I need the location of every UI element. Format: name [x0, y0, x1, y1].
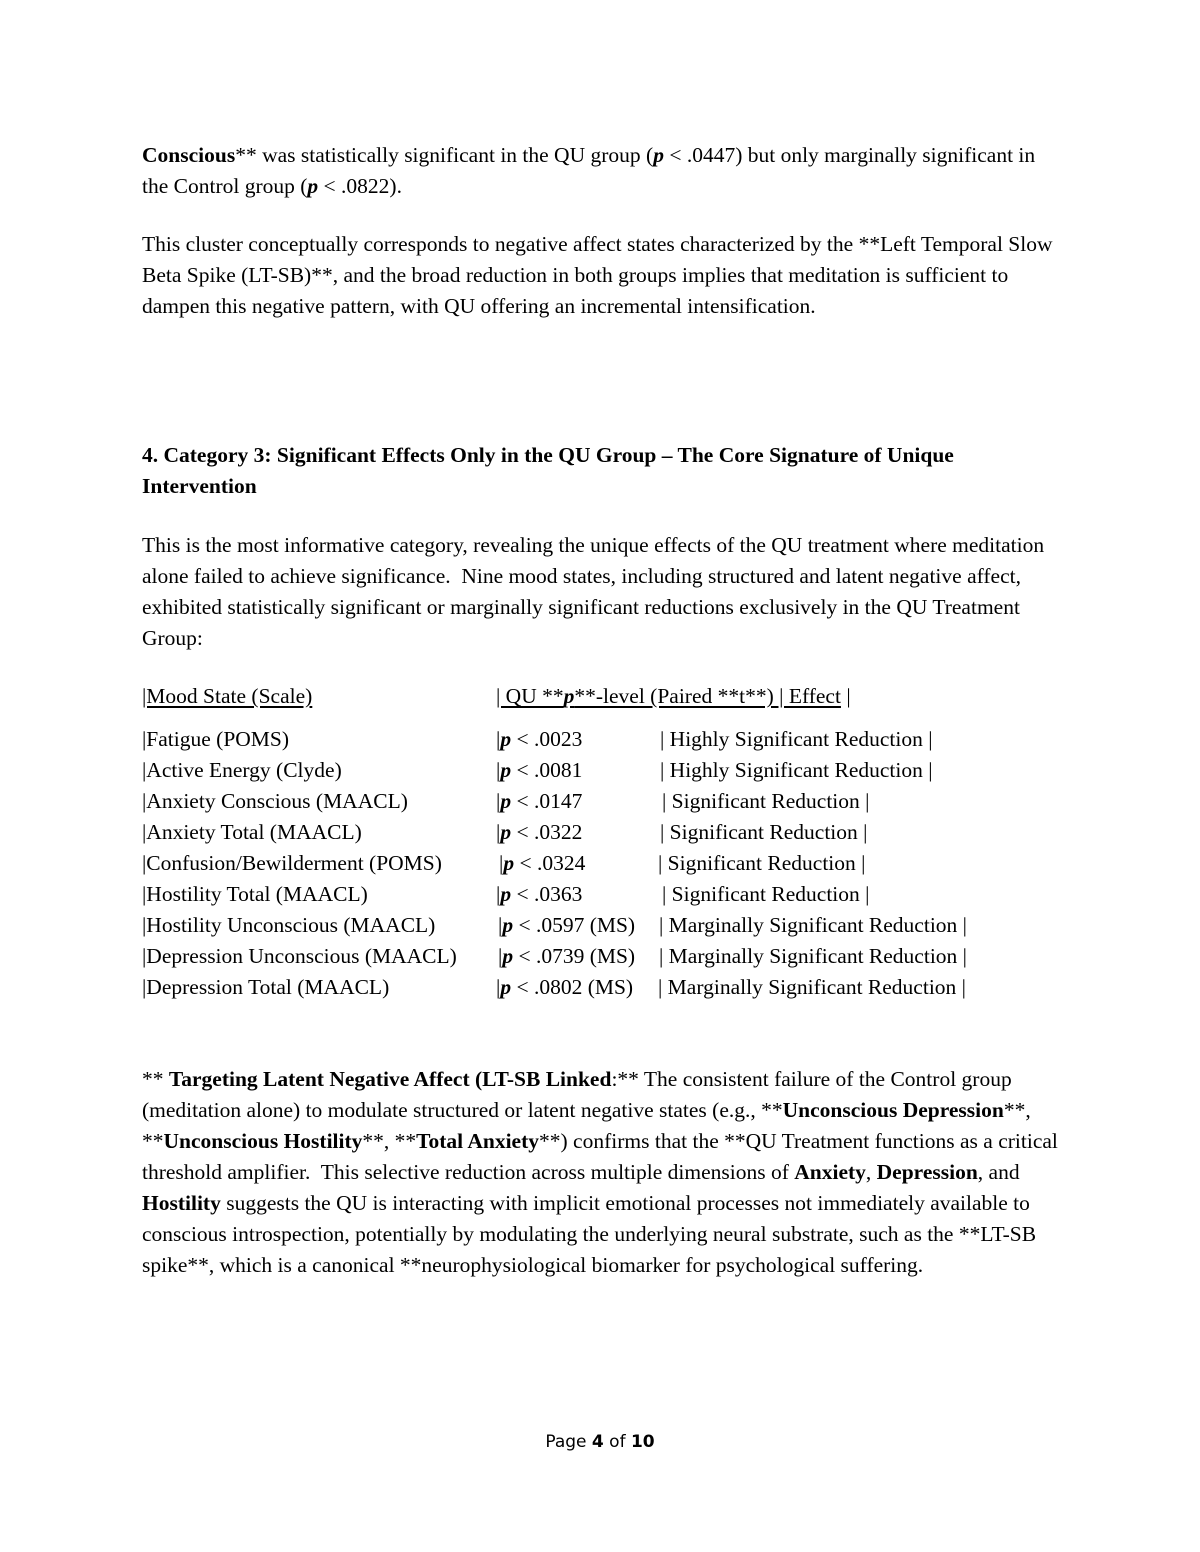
table-row — [142, 817, 1062, 848]
table-row — [142, 879, 1062, 910]
bold-term: Targeting Latent Negative Affect (LT-SB Linked — [168, 1067, 612, 1091]
effect: | Marginally Significant Reduction | — [659, 944, 967, 968]
effect: | Highly Significant Reduction | — [660, 758, 933, 782]
mood-state: |Depression Total (MAACL) — [142, 975, 390, 999]
table-row — [142, 848, 1062, 879]
total-pages: 10 — [630, 1432, 655, 1452]
p-level: |p < .0322 — [496, 820, 583, 844]
paragraph-latent-negative-affect: ** Targeting Latent Negative Affect (LT-SB Linked:** The consistent failure of the Control group (meditation alone) to modulate structured or latent negative states (e.g., **Unconscious Depression**, **Unconscious Hostility**, **Total Anxiety**) confirms that the **QU Treatment functions as a critical threshold amplifier. This selective reduction across multiple dimensions of Anxiety, Depression, and Hostility suggests the QU is interacting with implicit emotional processes not immediately available to conscious introspection, potentially by modulating the underlying neural substrate, such as the **LT-SB spike**, which is a canonical **neurophysiological biomarker for psychological suffering. — [142, 1067, 1058, 1277]
paragraph-category-intro: This is the most informative category, revealing the unique effects of the QU treatment where meditation alone failed to achieve significance. Nine mood states, including structured and latent negative affect, exhibited statistically significant or marginally significant reductions exclusively in the QU Treatment Group: — [142, 533, 1045, 650]
mood-state: |Anxiety Conscious (MAACL) — [142, 789, 408, 813]
paragraph-cluster-ltsb: This cluster conceptually corresponds to negative affect states characterized by the **Left Temporal Slow Beta Spike (LT-SB)**, and the broad reduction in both groups implies that meditation is sufficient to dampen this negative pattern, with QU offering an incremental intensification. — [142, 232, 1053, 318]
paragraph-conscious-significance: Conscious** was statistically significant in the QU group (p < .0447) but only marginally significant in the Control group (p < .0822). — [142, 143, 1036, 198]
table-row — [142, 972, 1062, 1003]
mood-state: |Hostility Unconscious (MAACL) — [142, 913, 436, 937]
bold-term: Anxiety — [794, 1160, 866, 1184]
section-heading: 4. Category 3: Significant Effects Only in the QU Group – The Core Signature of Unique Intervention — [142, 443, 954, 498]
mood-state: |Confusion/Bewilderment (POMS) — [142, 851, 442, 875]
p-level: |p < .0597 (MS) — [498, 913, 636, 937]
p-level: |p < .0147 — [496, 789, 583, 813]
mood-state: |Fatigue (POMS) — [142, 727, 290, 751]
table-row — [142, 941, 1062, 972]
bold-term: Hostility — [142, 1191, 221, 1215]
table-row — [142, 755, 1062, 786]
mood-state: |Anxiety Total (MAACL) — [142, 820, 362, 844]
page-footer: Page 4 of 10 — [545, 1432, 655, 1452]
mood-state: |Active Energy (Clyde) — [142, 758, 342, 782]
p-level: |p < .0324 — [499, 851, 586, 875]
effect: | Significant Reduction | — [658, 851, 866, 875]
p-level: |p < .0023 — [496, 727, 583, 751]
effect: | Marginally Significant Reduction | — [658, 975, 966, 999]
p-level: |p < .0081 — [496, 758, 583, 782]
table-row — [142, 786, 1062, 817]
effect: | Significant Reduction | — [662, 882, 870, 906]
header-p-level-effect: | QU **p**-level (Paired **t**) | Effect | — [496, 684, 851, 708]
table-row — [142, 910, 1062, 941]
effect: | Significant Reduction | — [660, 820, 868, 844]
p-level: |p < .0802 (MS) — [496, 975, 634, 999]
effect: | Highly Significant Reduction | — [660, 727, 933, 751]
effect: | Marginally Significant Reduction | — [659, 913, 967, 937]
table-header-row — [142, 681, 1062, 712]
effect: | Significant Reduction | — [662, 789, 870, 813]
mood-state: |Depression Unconscious (MAACL) — [142, 944, 457, 968]
p-symbol: p — [653, 143, 664, 167]
header-mood-state: |Mood State (Scale) — [142, 684, 313, 708]
bold-term: Unconscious Depression — [782, 1098, 1004, 1122]
bold-term: Depression — [876, 1160, 978, 1184]
bold-term: Conscious — [142, 143, 236, 167]
current-page-number: 4 — [591, 1432, 604, 1452]
mood-state: |Hostility Total (MAACL) — [142, 882, 368, 906]
p-symbol: p — [307, 174, 319, 198]
mood-state-table — [142, 681, 1062, 1003]
bold-term: Unconscious Hostility — [163, 1129, 363, 1153]
p-level: |p < .0363 — [496, 882, 583, 906]
table-row — [142, 724, 1062, 755]
p-level: |p < .0739 (MS) — [498, 944, 636, 968]
bold-term: Total Anxiety — [416, 1129, 540, 1153]
